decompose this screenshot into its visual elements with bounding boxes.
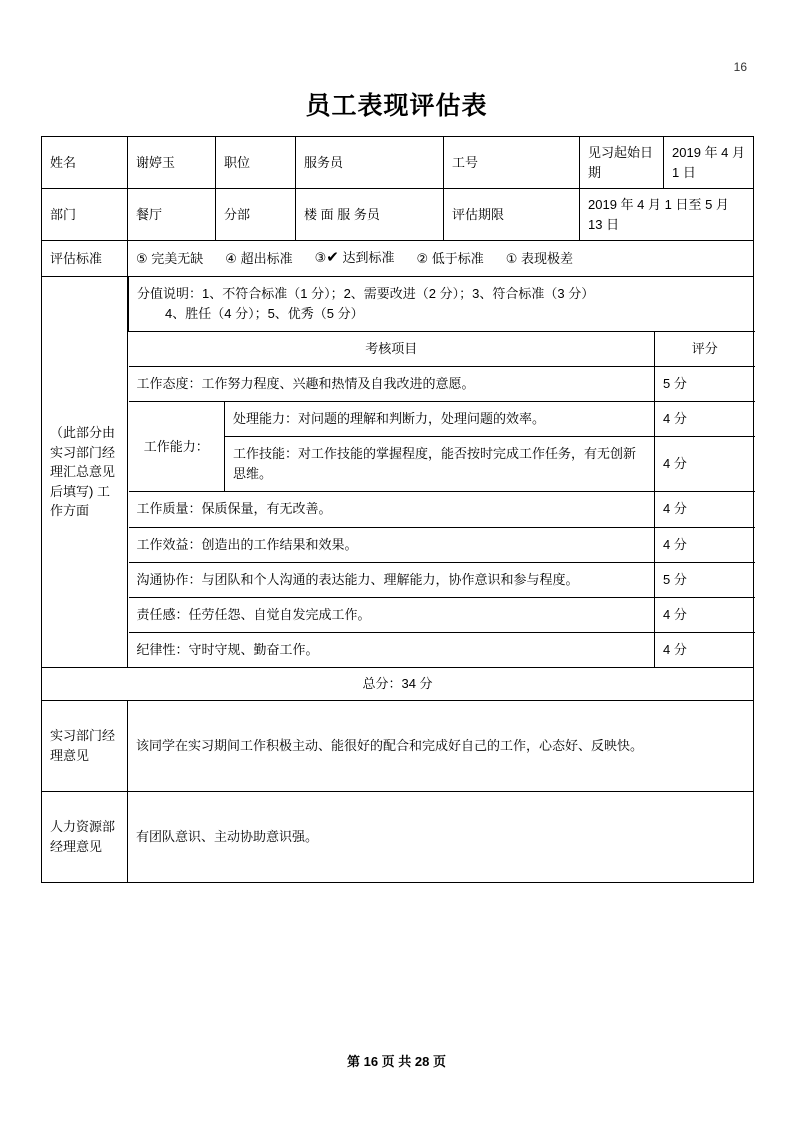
dept-manager-comment-value[interactable]: 该同学在实习期间工作积极主动、能很好的配合和完成好自己的工作，心态好、反映快。 (128, 700, 754, 791)
eval-desc-quality: 保质保量，有无改善。 (201, 501, 332, 517)
criteria-text-4: 超出标准 (240, 250, 293, 266)
criteria-mark-5: ⑤ (136, 250, 148, 266)
table-row-eval-responsibility (129, 597, 755, 632)
table-row-eval-communication (129, 562, 755, 597)
score-note-line-2: 4、胜任（4 分）；5、优秀（5 分） (165, 305, 364, 321)
criteria-option-5[interactable] (136, 249, 203, 269)
hr-manager-comment-label: 人力资源部经理意见 (42, 791, 128, 882)
eval-desc-responsibility: 任劳任怨、自觉自发完成工作。 (188, 606, 371, 622)
evaluation-header-row (129, 331, 755, 366)
total-score: 总分：34 分 (42, 668, 754, 701)
eval-item-attitude (129, 366, 655, 401)
eval-score-quality[interactable]: 4 分 (655, 492, 755, 527)
criteria-text-3: 达到标准 (342, 250, 395, 265)
eval-desc-efficiency: 创造出的工作结果和效果。 (201, 536, 358, 552)
criteria-text-1: 表现极差 (521, 250, 574, 266)
table-row-hr-manager-comment (42, 791, 754, 882)
eval-title-discipline: 纪律性： (136, 642, 189, 658)
eval-desc-attitude: 工作努力程度、兴趣和热情及自我改进的意愿。 (201, 375, 475, 391)
eval-score-discipline[interactable]: 4 分 (655, 633, 755, 668)
subdepartment-label: 分部 (216, 189, 296, 241)
table-row-basic-1 (42, 137, 754, 189)
page-title: 员工表现评估表 (305, 92, 488, 120)
evaluation-period-value[interactable]: 2019 年 4 月 1 日至 5 月 13 日 (580, 189, 754, 241)
table-row-eval-efficiency (129, 527, 755, 562)
eval-desc-discipline: 守时守规、勤奋工作。 (188, 642, 319, 658)
eval-item-efficiency (129, 527, 655, 562)
column-header-item: 考核项目 (129, 331, 655, 366)
criteria-options (128, 241, 754, 277)
probation-start-value[interactable]: 2019 年 4 月 1 日 (664, 137, 754, 189)
checkmark-icon: ✔ (326, 249, 339, 266)
criteria-mark-1: ① (505, 250, 518, 266)
table-row-eval-quality (129, 492, 755, 527)
criteria-mark-4: ④ (225, 250, 237, 266)
table-row-criteria (42, 241, 754, 277)
hr-manager-comment-value[interactable]: 有团队意识、主动协助意识强。 (128, 791, 754, 882)
eval-desc-communication: 与团队和个人沟通的表达能力、理解能力，协作意识和参与程度。 (201, 571, 579, 587)
evaluation-body (128, 276, 754, 668)
eval-desc-ability-skill: 工作技能：对工作技能的掌握程度，能否按时完成工作任务，有无创新思维。 (225, 437, 655, 492)
score-note-row (129, 277, 755, 332)
criteria-mark-2: ② (416, 250, 429, 266)
table-row-eval-discipline (129, 633, 755, 668)
eval-title-communication: 沟通协作： (136, 571, 202, 587)
score-note (129, 277, 755, 332)
dept-manager-comment-label: 实习部门经理意见 (42, 700, 128, 791)
eval-title-quality: 工作质量： (136, 501, 202, 517)
criteria-option-4[interactable] (225, 249, 292, 269)
table-row-evaluation (42, 276, 754, 668)
evaluation-period-label: 评估期限 (444, 189, 580, 241)
employee-evaluation-form (41, 136, 754, 883)
position-value[interactable]: 服务员 (296, 137, 444, 189)
criteria-text-5: 完美无缺 (151, 250, 204, 266)
eval-score-responsibility[interactable]: 4 分 (655, 597, 755, 632)
eval-item-communication (129, 562, 655, 597)
eval-title-attitude: 工作态度： (136, 375, 202, 391)
column-header-score: 评分 (655, 331, 755, 366)
criteria-option-1[interactable] (506, 249, 573, 269)
criteria-mark-3: ③ (314, 250, 327, 265)
eval-score-communication[interactable]: 5 分 (655, 562, 755, 597)
table-row-eval-ability-1 (129, 402, 755, 437)
name-label: 姓名 (42, 137, 128, 189)
eval-item-discipline (129, 633, 655, 668)
eval-desc-ability-handling: 处理能力：对问题的理解和判断力，处理问题的效率。 (225, 402, 655, 437)
eval-score-ability-skill[interactable]: 4 分 (655, 437, 755, 492)
eval-title-ability: 工作能力： (129, 402, 225, 492)
eval-title-efficiency: 工作效益： (136, 536, 202, 552)
criteria-option-3[interactable] (315, 247, 395, 270)
eval-item-quality (129, 492, 655, 527)
eval-item-responsibility (129, 597, 655, 632)
page-number-top: 16 (733, 60, 747, 74)
page-footer: 第 16 页 共 28 页 (347, 1054, 446, 1069)
table-row-dept-manager-comment (42, 700, 754, 791)
position-label: 职位 (216, 137, 296, 189)
criteria-label: 评估标准 (42, 241, 128, 277)
subdepartment-value[interactable]: 楼 面 服 务员 (296, 189, 444, 241)
score-note-line-1: 分值说明：1、不符合标准（1 分）；2、需要改进（2 分）；3、符合标准（3 分） (137, 285, 595, 301)
eval-score-attitude[interactable]: 5 分 (655, 366, 755, 401)
criteria-option-2[interactable] (416, 249, 483, 269)
department-value[interactable]: 餐厅 (128, 189, 216, 241)
table-row-basic-2 (42, 189, 754, 241)
staff-id-label: 工号 (444, 137, 580, 189)
eval-score-ability-handling[interactable]: 4 分 (655, 402, 755, 437)
eval-score-efficiency[interactable]: 4 分 (655, 527, 755, 562)
table-row-total (42, 668, 754, 701)
department-label: 部门 (42, 189, 128, 241)
probation-start-label: 见习起始日期 (580, 137, 664, 189)
evaluation-inner-table (128, 277, 755, 668)
evaluation-side-label: （此部分由实习部门经理汇总意见后填写) 工作方面 (42, 276, 128, 668)
eval-title-responsibility: 责任感： (136, 606, 189, 622)
name-value[interactable]: 谢婷玉 (128, 137, 216, 189)
criteria-text-2: 低于标准 (431, 250, 484, 266)
table-row-eval-attitude (129, 366, 755, 401)
